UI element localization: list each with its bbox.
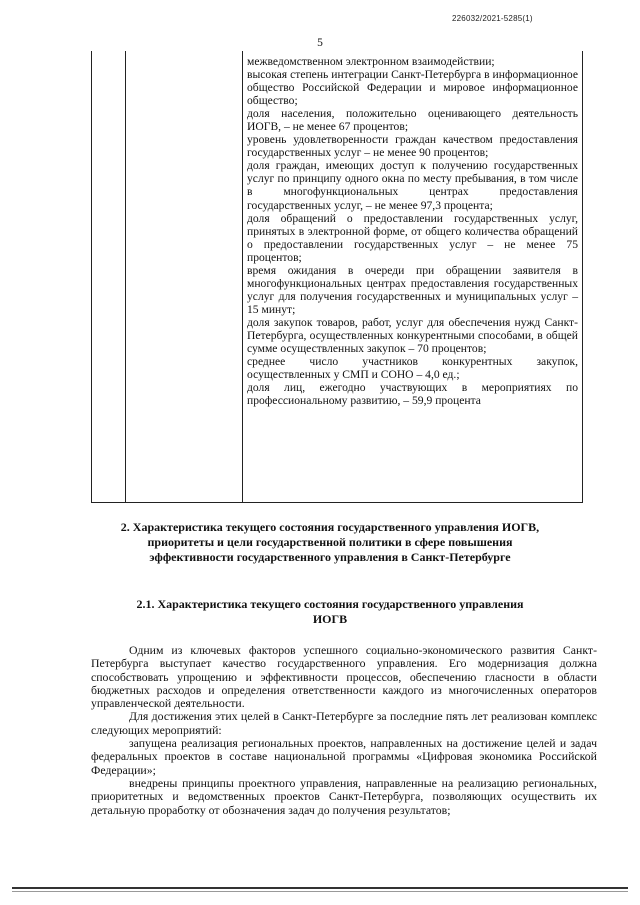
indicator-item: уровень удовлетворенности граждан качеством предоставления государственных услуг – не менее 90 процентов; bbox=[247, 133, 578, 160]
table-column-divider bbox=[125, 51, 126, 502]
indicators-table bbox=[91, 51, 583, 503]
document-registration-number: 226032/2021-5285(1) bbox=[452, 14, 533, 23]
body-paragraph: Для достижения этих целей в Санкт-Петербурге за последние пять лет реализован комплекс следующих мероприятий: bbox=[91, 709, 597, 737]
scan-edge-line bbox=[12, 891, 628, 892]
indicator-item: время ожидания в очереди при обращении заявителя в многофункциональных центрах предоставления государственных услуг для получения государственных и муниципальных услуг – 15 минут; bbox=[247, 263, 578, 316]
indicator-item: доля лиц, ежегодно участвующих в мероприятиях по профессиональному развитию, – 59,9 процента bbox=[247, 381, 578, 408]
body-paragraph: внедрены принципы проектного управления, направленные на реализацию региональных, приоритетных и ведомственных проектов Санкт-Петербурга, позволяющих осуществить их детальную проработку от обозначения задач до получения результатов; bbox=[91, 775, 597, 817]
indicator-item: высокая степень интеграции Санкт-Петербурга в информационное общество Российской Федерации и мировое информационное общество; bbox=[247, 68, 578, 108]
section-2-1-body bbox=[91, 644, 597, 817]
body-paragraph: запущена реализация региональных проектов, направленных на достижение целей и задач федеральных проектов в составе национальной программы «Цифровая экономика Российской Федерации»; bbox=[91, 736, 597, 777]
indicator-item: доля населения, положительно оценивающего деятельность ИОГВ, – не менее 67 процентов; bbox=[247, 107, 578, 134]
indicator-item: доля граждан, имеющих доступ к получению государственных услуг по принципу одного окна по месту пребывания, в том числе в многофункциональных центрах предоставления государственных услуг, – не менее 97,3 процента; bbox=[247, 159, 578, 212]
table-column-divider bbox=[242, 51, 243, 502]
indicators-cell bbox=[247, 55, 578, 407]
indicator-item: среднее число участников конкурентных закупок, осуществленных у СМП и СОНО – 4,0 ед.; bbox=[247, 355, 578, 382]
section-2-heading: 2. Характеристика текущего состояния государственного управления ИОГВ, приоритеты и цели государственной политики в сфере повышения эффективности государственного управления в Санкт-Петербурге bbox=[120, 520, 540, 564]
scan-edge-line bbox=[12, 887, 628, 889]
indicator-item: межведомственном электронном взаимодействии; bbox=[247, 55, 495, 68]
indicator-item: доля закупок товаров, работ, услуг для обеспечения нужд Санкт-Петербурга, осуществленных конкурентными способами, в общей сумме осуществленных закупок – 70 процентов; bbox=[247, 315, 578, 356]
section-2-1-heading: 2.1. Характеристика текущего состояния государственного управления ИОГВ bbox=[136, 597, 524, 626]
page-number: 5 bbox=[317, 37, 323, 49]
body-paragraph: Одним из ключевых факторов успешного социально-экономического развития Санкт-Петербурга выступает качество государственного управления. Его модернизация должна способствовать упрощению и эффективности процессов, обеспечению гласности в области бюджетных расходов и определения ответственности каждого из многочисленных операторов управленческой деятельности. bbox=[91, 643, 597, 711]
indicator-item: доля обращений о предоставлении государственных услуг, принятых в электронной форме, от общего количества обращений о предоставлении государственных услуг – не менее 75 процентов; bbox=[247, 211, 578, 264]
